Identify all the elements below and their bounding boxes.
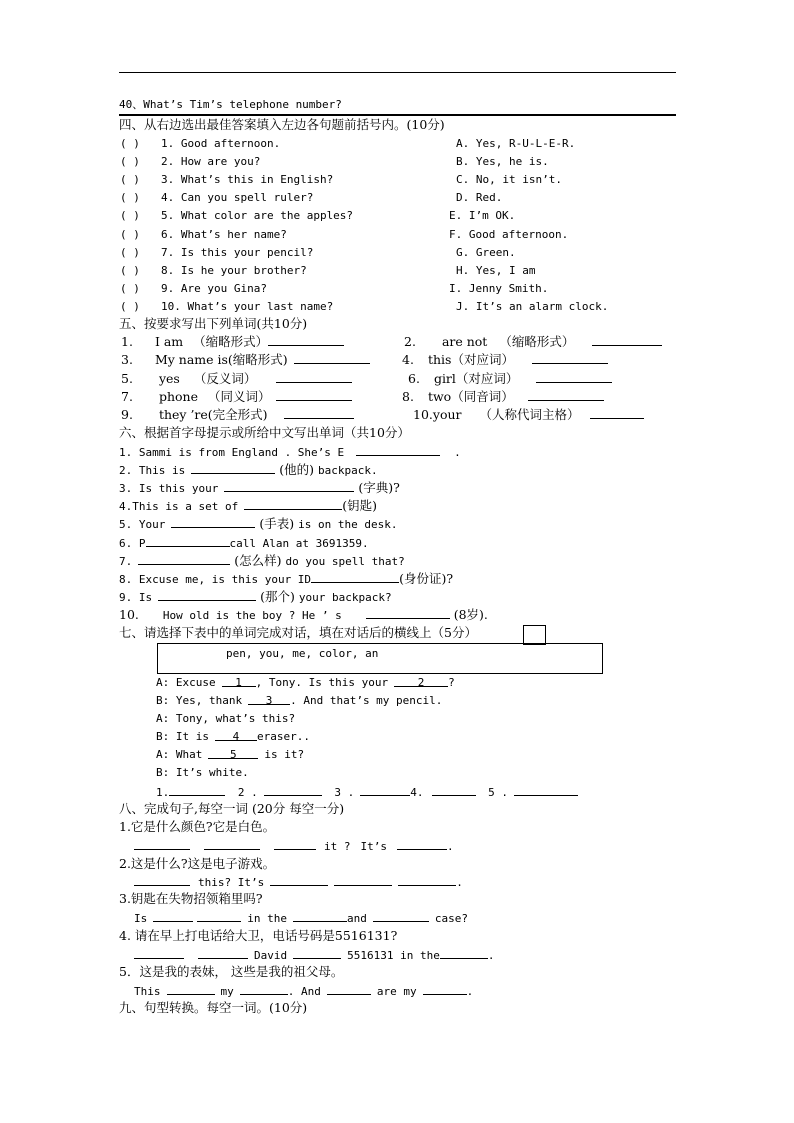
s4-question-10: 10. What’s your last name? (161, 300, 334, 313)
answer-blanks: 1. 2 . 3 . 4. 5 . (156, 784, 578, 801)
s8-q1: 1.它是什么颜色?它是白色。 (119, 819, 276, 834)
s8-q1-blanks: it ? It’s . (134, 838, 454, 855)
section-4-title: 四、从右边选出最佳答案填入左边各句题前括号内。(10分) (119, 117, 445, 132)
s4-answer-2: B. Yes, he is. (456, 155, 549, 168)
dialog-line-6: B: It’s white. (156, 766, 249, 779)
s4-answer-4: D. Red. (456, 191, 503, 204)
answer-paren[interactable]: ( ) (120, 137, 140, 150)
s5-item-4: 4. this（对应词） (402, 352, 608, 368)
s4-question-1: 1. Good afternoon. (161, 137, 281, 150)
s8-q2-blanks: this? It’s . (134, 874, 463, 891)
s4-question-9: 9. Are you Gina? (161, 282, 267, 295)
s8-q3: 3.钥匙在失物招领箱里吗? (119, 891, 263, 906)
s4-question-2: 2. How are you? (161, 155, 261, 168)
s4-answer-6: F. Good afternoon. (449, 228, 569, 241)
answer-paren[interactable]: ( ) (120, 246, 140, 259)
s8-q3-blanks: Is in the and case? (134, 912, 468, 925)
dialog-line-2: B: Yes, thank 3 . And that’s my pencil. (156, 694, 443, 707)
s4-question-5: 5. What color are the apples? (161, 209, 354, 222)
section-5-title: 五、按要求写出下列单词(共10分) (119, 316, 308, 331)
word-bank-box (157, 643, 603, 674)
answer-paren[interactable]: ( ) (120, 264, 140, 277)
section-divider (119, 114, 676, 116)
dialog-line-3: A: Tony, what’s this? (156, 712, 296, 725)
section-9-title: 九、句型转换。每空一词。(10分) (119, 1000, 308, 1015)
answer-paren[interactable]: ( ) (120, 282, 140, 295)
s5-item-1: 1. I am （缩略形式） (121, 334, 344, 350)
question-40: 40、What’s Tim’s telephone number? (119, 98, 342, 111)
answer-paren[interactable]: ( ) (120, 155, 140, 168)
s8-q4: 4. 请在早上打电话给大卫，电话号码是5516131? (119, 928, 398, 943)
dialog-line-5: A: What 5 is it? (156, 748, 305, 761)
s6-line-6: 6. P call Alan at 3691359. (119, 537, 369, 550)
s4-answer-9: I. Jenny Smith. (449, 282, 549, 295)
s5-item-2: 2. are not （缩略形式） (404, 334, 662, 350)
s5-item-10: 10.your （人称代词主格） (413, 407, 644, 423)
s6-line-4: 4.This is a set of (钥匙) (119, 498, 377, 513)
s5-item-6: 6. girl（对应词） (408, 371, 612, 387)
s5-item-7: 7. phone （同义词） (121, 389, 352, 405)
s4-answer-8: H. Yes, I am (456, 264, 536, 277)
section-8-title: 八、完成句子,每空一词 (20分 每空一分) (119, 801, 345, 816)
s4-question-4: 4. Can you spell ruler? (161, 191, 314, 204)
answer-paren[interactable]: ( ) (120, 191, 140, 204)
s4-answer-10: J. It’s an alarm clock. (456, 300, 609, 313)
s5-item-3: 3. My name is(缩略形式) (121, 352, 370, 368)
dialog-line-1: A: Excuse 1 , Tony. Is this your 2 ? (156, 676, 455, 689)
answer-paren[interactable]: ( ) (120, 209, 140, 222)
s6-line-8: 8. Excuse me, is this your ID (身份证)? (119, 571, 454, 586)
s4-question-7: 7. Is this your pencil? (161, 246, 314, 259)
word-bank: pen, you, me, color, an (226, 647, 379, 660)
s4-question-8: 8. Is he your brother? (161, 264, 307, 277)
section-7-title: 七、请选择下表中的单词完成对话，填在对话后的横线上（5分） (119, 625, 477, 640)
answer-paren[interactable]: ( ) (120, 300, 140, 313)
small-square-box (523, 625, 546, 645)
s6-line-5: 5. Your (手表) is on the desk. (119, 516, 398, 531)
s4-answer-5: E. I’m OK. (449, 209, 516, 222)
s6-line-3: 3. Is this your (字典)? (119, 480, 400, 495)
section-6-title: 六、根据首字母提示或所给中文写出单词（共10分） (119, 425, 410, 440)
s4-question-6: 6. What’s her name? (161, 228, 287, 241)
s6-line-2: 2. This is (他的) backpack. (119, 462, 378, 477)
s6-line-10: 10. How old is the boy ? He ’ s (8岁). (119, 607, 488, 622)
s8-q5: 5．这是我的表妹， 这些是我的祖父母。 (119, 964, 344, 979)
answer-paren[interactable]: ( ) (120, 173, 140, 186)
dialog-line-4: B: It is 4 eraser.. (156, 730, 310, 743)
s4-answer-1: A. Yes, R-U-L-E-R. (456, 137, 576, 150)
s4-answer-3: C. No, it isn’t. (456, 173, 562, 186)
answer-paren[interactable]: ( ) (120, 228, 140, 241)
top-rule (119, 72, 676, 73)
s8-q4-blanks: David 5516131 in the . (134, 947, 494, 964)
s4-question-3: 3. What’s this in English? (161, 173, 334, 186)
s4-answer-7: G. Green. (456, 246, 516, 259)
s5-item-8: 8. two（同音词） (402, 389, 604, 405)
s8-q5-blanks: This my . And are my . (134, 985, 474, 998)
s6-line-7: 7. (怎么样) do you spell that? (119, 553, 405, 568)
s8-q2: 2.这是什么?这是电子游戏。 (119, 856, 276, 871)
s6-line-9: 9. Is (那个) your backpack? (119, 589, 392, 604)
s5-item-9: 9. they ’re(完全形式) (121, 407, 354, 423)
s5-item-5: 5. yes （反义词） (121, 371, 352, 387)
s6-line-1: 1. Sammi is from England . She’s E . (119, 446, 461, 459)
